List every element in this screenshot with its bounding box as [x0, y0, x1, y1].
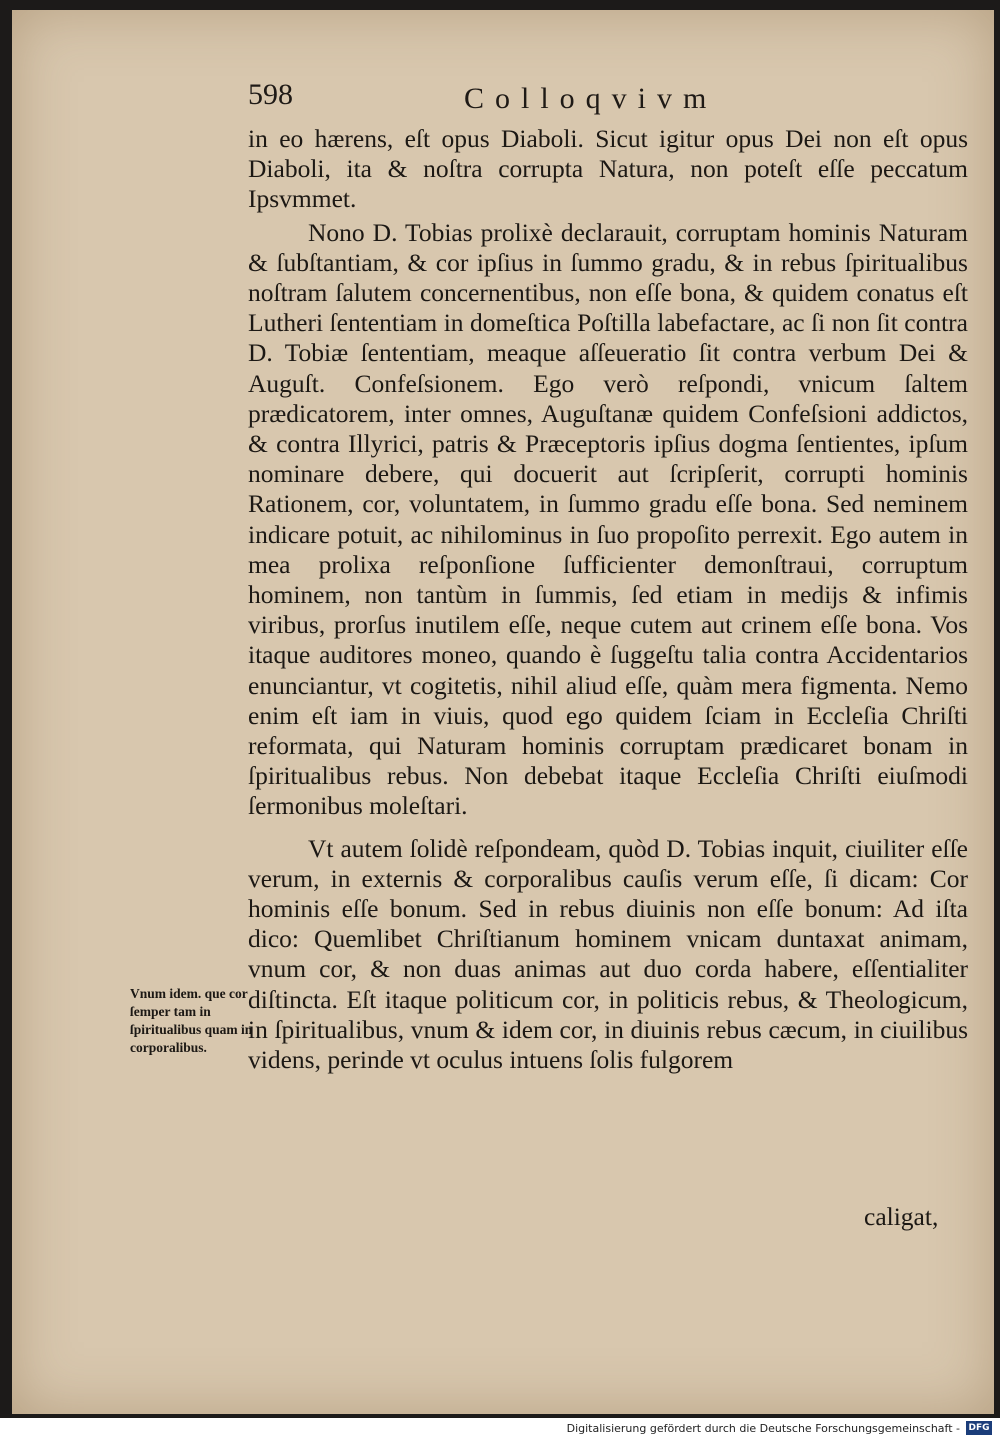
- running-head: [248, 78, 848, 118]
- paragraph: Vt autem ſolidè reſpondeam, quòd D. Tobias inquit, ciuiliter eſſe verum, in externis & corporalibus cauſis verum eſſe, ſi dicam: Cor hominis eſſe bonum. Sed in rebus diuinis non eſſe bonum: Ad iſta dico: Quemlibet Chriſtianum hominem vnicam duntaxat animam, vnum cor, & non duas animas aut duo corda habere, eſſentialiter diſtincta. Eſt itaque politicum cor, in politicis rebus, & Theologicum, in ſpiritualibus, vnum & idem cor, in diuinis rebus cæcum, in ciuilibus videns, perinde vt oculus intuens ſolis fulgorem: [248, 833, 968, 1075]
- footer-note: Digitalisierung gefördert durch die Deutsche Forschungsgemeinschaft -: [566, 1422, 960, 1435]
- marginal-note: Vnum idem. que cor ſemper tam in ſpiritualibus quam in corporalibus.: [130, 986, 253, 1055]
- catchword: caligat,: [864, 1202, 939, 1231]
- page-number: 598: [248, 78, 293, 111]
- paragraph: Nono D. Tobias prolixè declarauit, corruptam hominis Naturam & ſubſtantiam, & cor ipſius in ſummo gradu, & in rebus ſpiritualibus noſtram ſalutem concernentibus, non eſſe bona, & quidem conatus eſt Lutheri ſententiam in domeſtica Poſtilla labefactare, ac ſi non ſit contra D. Tobiæ ſententiam, meaque aſſeueratio ſit contra verbum Dei & Auguſt. Confeſsionem. Ego verò reſpondi, vnicum ſaltem prædicatorem, inter omnes, Auguſtanæ quidem Confeſsioni addictos, & contra Illyrici, patris & Præceptoris ipſius dogma ſentientes, ipſum nominare debere, qui docuerit aut ſcripſerit, corrupti hominis Rationem, cor, voluntatem, in ſummo gradu eſſe bona. Sed neminem indicare potuit, ac nihilominus in ſuo propoſito perrexit. Ego autem in mea prolixa reſponſione ſufficienter demonſtraui, corruptum hominem, non tantùm in ſummis, ſed etiam in medijs & infimis viribus, prorſus inutilem eſſe, neque cutem aut crinem eſſe bona. Vos itaque auditores moneo, quando è ſuggeſtu talia contra Accidentarios enunciantur, vt cogitetis, nihil aliud eſſe, quàm mera figmenta. Nemo enim eſt iam in viuis, quod ego quidem ſciam in Eccleſia Chriſti reformata, qui Naturam hominis corruptam prædicaret bonam in ſpiritualibus rebus. Non debebat itaque Eccleſia Chriſti eiuſmodi ſermonibus moleſtari.: [248, 217, 968, 821]
- digitization-footer: [0, 1418, 1000, 1440]
- paragraph: in eo hærens, eſt opus Diaboli. Sicut igitur opus Dei non eſt opus Diaboli, ita & noſtra corrupta Natura, non poteſt eſſe peccatum Ipsvmmet.: [248, 124, 968, 214]
- running-title: Colloqvivm: [464, 82, 718, 115]
- main-text: [248, 124, 968, 1075]
- dfg-logo-icon: DFG: [966, 1421, 992, 1435]
- book-page: [12, 10, 994, 1414]
